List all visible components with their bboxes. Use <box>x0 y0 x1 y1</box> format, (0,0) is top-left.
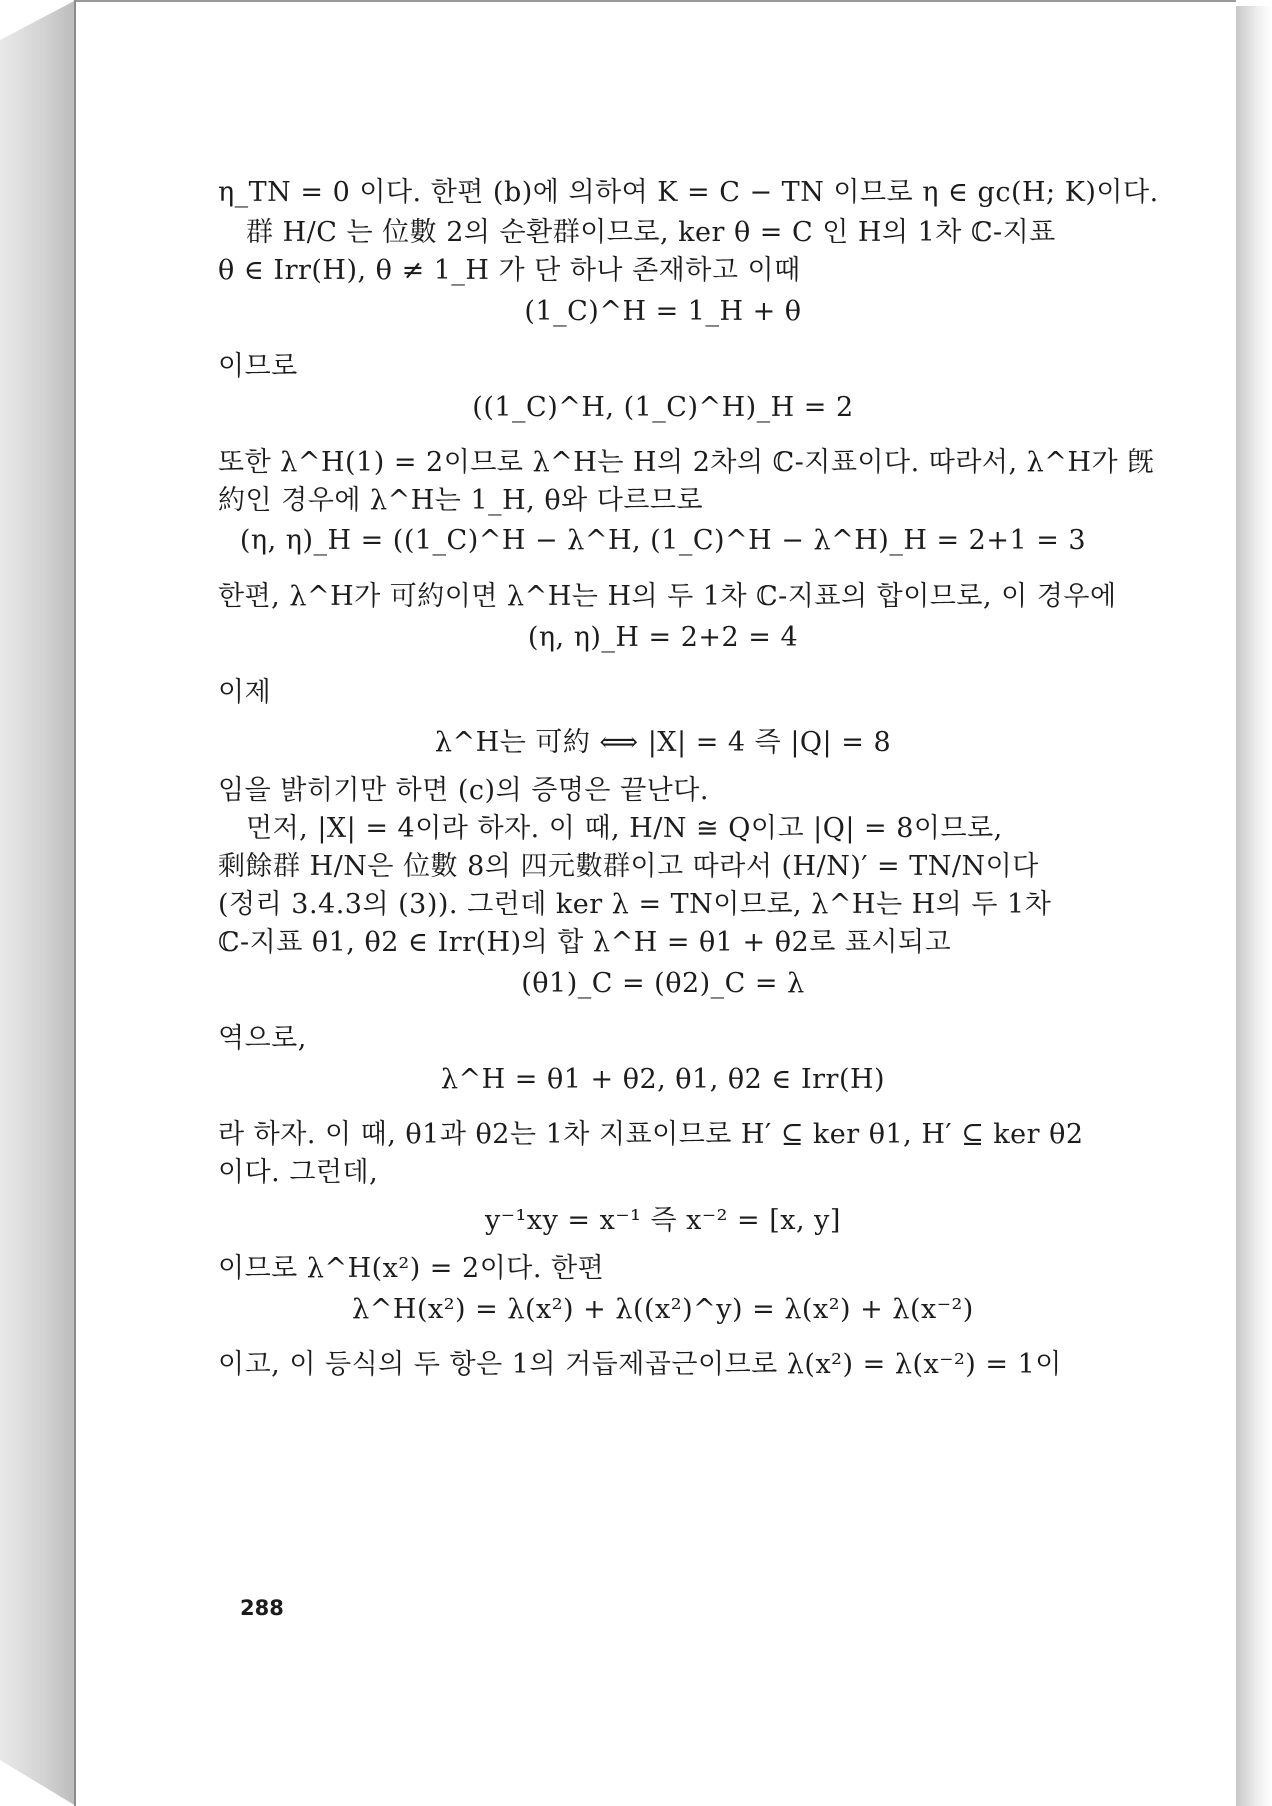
equation-7: λ^H = θ1 + θ2, θ1, θ2 ∈ Irr(H) <box>440 1064 886 1095</box>
text-line-3: θ ∈ Irr(H), θ ≠ 1_H 가 단 하나 존재하고 이때 <box>218 255 801 286</box>
equation-5: λ^H는 可約 ⟺ |X| = 4 즉 |Q| = 8 <box>434 727 892 758</box>
text-line-18: 이고, 이 등식의 두 항은 1의 거듭제곱근이므로 λ(x²) = λ(x⁻²) = 1이 <box>218 1349 1062 1380</box>
text-line-12: (정리 3.4.3의 (3)). 그런데 ker λ = TN이므로, λ^H는 H의 두 1차 <box>218 889 1052 920</box>
text-line-9: 임을 밝히기만 하면 (c)의 증명은 끝난다. <box>218 775 709 806</box>
text-line-2: 群 H/C 는 位數 2의 순환群이므로, ker θ = C 인 H의 1차 ℂ-지표 <box>246 217 1056 248</box>
page-edge-shadow <box>1236 6 1272 1806</box>
equation-2: ((1_C)^H, (1_C)^H)_H = 2 <box>472 392 854 423</box>
text-line-8: 이제 <box>218 677 272 708</box>
equation-6: (θ1)_C = (θ2)_C = λ <box>521 968 805 999</box>
equation-4: (η, η)_H = 2+2 = 4 <box>527 622 799 653</box>
text-line-5: 또한 λ^H(1) = 2이므로 λ^H는 H의 2차의 ℂ-지표이다. 따라서, λ^H가 旣 <box>218 447 1155 478</box>
text-line-16: 이다. 그런데, <box>218 1157 379 1188</box>
spine-edge <box>74 0 76 1806</box>
text-line-4: 이므로 <box>218 351 298 382</box>
text-line-14: 역으로, <box>218 1023 307 1054</box>
page-top-edge <box>76 0 1236 2</box>
equation-1: (1_C)^H = 1_H + θ <box>524 296 802 327</box>
equation-9: λ^H(x²) = λ(x²) + λ((x²)^y) = λ(x²) + λ(x⁻²) <box>352 1294 974 1325</box>
text-line-11: 剩餘群 H/N은 位數 8의 四元數群이고 따라서 (H/N)′ = TN/N이다 <box>218 851 1039 882</box>
book-spine <box>0 0 76 1806</box>
page-number: 288 <box>240 1596 284 1620</box>
text-line-7: 한편, λ^H가 可約이면 λ^H는 H의 두 1차 ℂ-지표의 합이므로, 이 경우에 <box>218 581 1117 612</box>
text-line-10: 먼저, |X| = 4이라 하자. 이 때, H/N ≅ Q이고 |Q| = 8이므로, <box>246 813 1003 844</box>
text-line-13: ℂ-지표 θ1, θ2 ∈ Irr(H)의 합 λ^H = θ1 + θ2로 표시되고 <box>218 927 952 958</box>
equation-8: y⁻¹xy = x⁻¹ 즉 x⁻² = [x, y] <box>485 1205 841 1236</box>
text-line-6: 約인 경우에 λ^H는 1_H, θ와 다르므로 <box>218 485 704 516</box>
text-line-1: η_TN = 0 이다. 한편 (b)에 의하여 K = C − TN 이므로 η ∈ gc(H; K)이다. <box>218 177 1159 208</box>
text-line-17: 이므로 λ^H(x²) = 2이다. 한편 <box>218 1253 605 1284</box>
equation-3: (η, η)_H = ((1_C)^H − λ^H, (1_C)^H − λ^H)_H = 2+1 = 3 <box>239 525 1087 556</box>
text-line-15: 라 하자. 이 때, θ1과 θ2는 1차 지표이므로 H′ ⊆ ker θ1, H′ ⊆ ker θ2 <box>218 1119 1084 1150</box>
